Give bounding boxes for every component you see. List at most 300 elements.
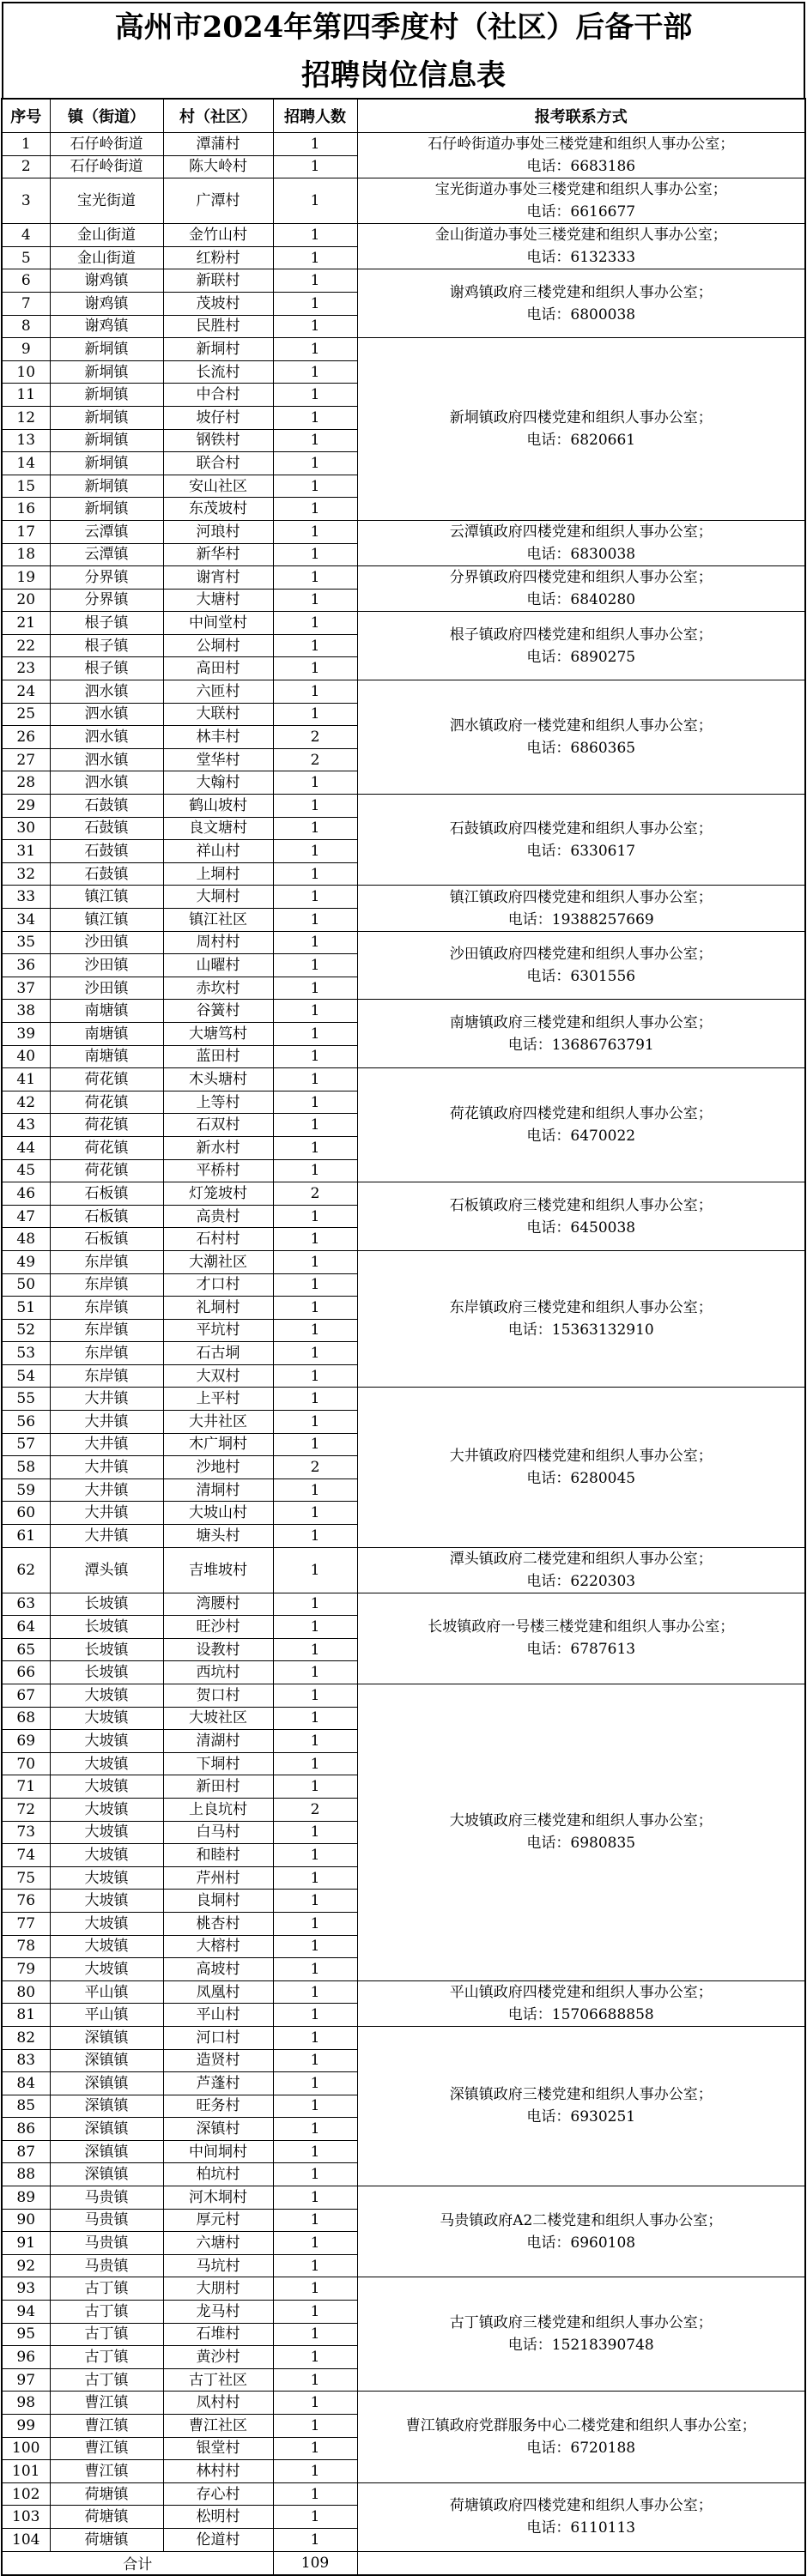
cell-town: 镇江镇 bbox=[50, 909, 163, 932]
cell-count: 1 bbox=[273, 1821, 357, 1844]
cell-no: 71 bbox=[2, 1775, 50, 1799]
cell-town: 新垌镇 bbox=[50, 498, 163, 521]
cell-no: 78 bbox=[2, 1935, 50, 1958]
cell-town: 石板镇 bbox=[50, 1228, 163, 1251]
contact-cell bbox=[357, 795, 805, 886]
cell-town: 石仔岭街道 bbox=[50, 155, 163, 178]
cell-town: 平山镇 bbox=[50, 2004, 163, 2027]
cell-town: 大坡镇 bbox=[50, 1821, 163, 1844]
cell-no: 97 bbox=[2, 2368, 50, 2392]
cell-no: 79 bbox=[2, 1958, 50, 1981]
cell-village: 堂华村 bbox=[163, 748, 273, 771]
cell-village: 西坑村 bbox=[163, 1661, 273, 1684]
contact-office: 南塘镇政府三楼党建和组织人事办公室； bbox=[449, 1013, 713, 1031]
cell-count: 1 bbox=[273, 1319, 357, 1342]
cell-town: 泗水镇 bbox=[50, 748, 163, 771]
cell-town: 曹江镇 bbox=[50, 2392, 163, 2415]
cell-village: 上垌村 bbox=[163, 862, 273, 886]
cell-count: 1 bbox=[273, 2140, 357, 2163]
cell-no: 24 bbox=[2, 680, 50, 704]
cell-no: 75 bbox=[2, 1866, 50, 1890]
cell-village: 林丰村 bbox=[163, 726, 273, 749]
cell-town: 荷花镇 bbox=[50, 1091, 163, 1114]
cell-village: 湾腰村 bbox=[163, 1593, 273, 1616]
cell-count: 1 bbox=[273, 566, 357, 590]
cell-no: 36 bbox=[2, 954, 50, 977]
cell-village: 大榕村 bbox=[163, 1935, 273, 1958]
cell-count: 1 bbox=[273, 1958, 357, 1981]
cell-count: 1 bbox=[273, 1525, 357, 1548]
cell-count: 1 bbox=[273, 1502, 357, 1525]
cell-town: 泗水镇 bbox=[50, 771, 163, 795]
cell-no: 83 bbox=[2, 2049, 50, 2072]
cell-no: 95 bbox=[2, 2323, 50, 2346]
cell-town: 石仔岭街道 bbox=[50, 133, 163, 156]
cell-no: 66 bbox=[2, 1661, 50, 1684]
cell-village: 高坡村 bbox=[163, 1958, 273, 1981]
cell-no: 60 bbox=[2, 1502, 50, 1525]
cell-town: 荷花镇 bbox=[50, 1114, 163, 1137]
contact-cell bbox=[357, 931, 805, 1000]
cell-town: 潭头镇 bbox=[50, 1547, 163, 1593]
cell-count: 1 bbox=[273, 384, 357, 407]
cell-no: 68 bbox=[2, 1707, 50, 1730]
header-no: 序号 bbox=[2, 99, 50, 133]
table-row bbox=[2, 269, 805, 293]
contact-office: 石鼓镇政府四楼党建和组织人事办公室； bbox=[449, 819, 713, 838]
cell-no: 8 bbox=[2, 315, 50, 338]
contact-phone: 电话：6787613 bbox=[526, 1641, 636, 1659]
cell-town: 沙田镇 bbox=[50, 931, 163, 954]
cell-town: 大坡镇 bbox=[50, 1798, 163, 1821]
cell-no: 5 bbox=[2, 246, 50, 269]
cell-village: 大垌村 bbox=[163, 886, 273, 909]
cell-no: 91 bbox=[2, 2232, 50, 2255]
cell-no: 35 bbox=[2, 931, 50, 954]
cell-village: 潭蒲村 bbox=[163, 133, 273, 156]
cell-town: 东岸镇 bbox=[50, 1273, 163, 1297]
cell-town: 东岸镇 bbox=[50, 1364, 163, 1388]
cell-town: 长坡镇 bbox=[50, 1593, 163, 1616]
cell-no: 33 bbox=[2, 886, 50, 909]
table-row bbox=[2, 612, 805, 635]
total-row bbox=[2, 2551, 805, 2575]
cell-count: 1 bbox=[273, 886, 357, 909]
cell-count: 1 bbox=[273, 475, 357, 498]
cell-count: 1 bbox=[273, 657, 357, 680]
contact-office: 石板镇政府三楼党建和组织人事办公室； bbox=[449, 1196, 713, 1214]
contact-office: 分界镇政府四楼党建和组织人事办公室； bbox=[449, 569, 713, 587]
cell-count: 1 bbox=[273, 2004, 357, 2027]
cell-village: 谷簧村 bbox=[163, 1000, 273, 1023]
cell-no: 50 bbox=[2, 1273, 50, 1297]
cell-village: 坡仔村 bbox=[163, 406, 273, 429]
cell-no: 76 bbox=[2, 1890, 50, 1913]
cell-count: 1 bbox=[273, 1045, 357, 1068]
contact-cell bbox=[357, 338, 805, 521]
cell-town: 平山镇 bbox=[50, 1980, 163, 2004]
cell-no: 101 bbox=[2, 2460, 50, 2483]
cell-town: 石鼓镇 bbox=[50, 840, 163, 863]
cell-count: 1 bbox=[273, 269, 357, 293]
cell-village: 桃杏村 bbox=[163, 1912, 273, 1935]
cell-count: 1 bbox=[273, 1616, 357, 1639]
cell-village: 林村村 bbox=[163, 2460, 273, 2483]
cell-village: 周村村 bbox=[163, 931, 273, 954]
cell-no: 47 bbox=[2, 1205, 50, 1228]
cell-no: 62 bbox=[2, 1547, 50, 1593]
cell-count: 1 bbox=[273, 1912, 357, 1935]
contact-phone: 电话：6450038 bbox=[526, 1218, 636, 1237]
cell-no: 99 bbox=[2, 2415, 50, 2438]
cell-town: 深镇镇 bbox=[50, 2095, 163, 2118]
contact-cell bbox=[357, 680, 805, 795]
contact-phone: 电话：15706688858 bbox=[507, 2005, 654, 2023]
cell-count: 1 bbox=[273, 1136, 357, 1159]
cell-town: 南塘镇 bbox=[50, 1045, 163, 1068]
cell-village: 河琅村 bbox=[163, 520, 273, 543]
cell-count: 1 bbox=[273, 680, 357, 704]
contact-phone: 电话：6301556 bbox=[526, 967, 636, 985]
cell-town: 新垌镇 bbox=[50, 384, 163, 407]
cell-town: 泗水镇 bbox=[50, 703, 163, 726]
cell-no: 87 bbox=[2, 2140, 50, 2163]
cell-no: 73 bbox=[2, 1821, 50, 1844]
cell-count: 1 bbox=[273, 1000, 357, 1023]
contact-office: 金山街道办事处三楼党建和组织人事办公室； bbox=[434, 227, 727, 245]
cell-count: 2 bbox=[273, 1182, 357, 1206]
cell-town: 新垌镇 bbox=[50, 338, 163, 361]
cell-village: 钢铁村 bbox=[163, 429, 273, 452]
cell-village: 良文塘村 bbox=[163, 817, 273, 840]
cell-village: 清湖村 bbox=[163, 1730, 273, 1753]
cell-town: 根子镇 bbox=[50, 612, 163, 635]
total-label: 合计 bbox=[2, 2551, 273, 2575]
contact-phone: 电话：15363132910 bbox=[507, 1321, 654, 1339]
cell-village: 芦蓬村 bbox=[163, 2072, 273, 2095]
cell-town: 古丁镇 bbox=[50, 2368, 163, 2392]
cell-no: 56 bbox=[2, 1411, 50, 1434]
cell-count: 1 bbox=[273, 429, 357, 452]
contact-office: 潭头镇政府二楼党建和组织人事办公室； bbox=[449, 1550, 713, 1568]
cell-town: 南塘镇 bbox=[50, 1022, 163, 1045]
cell-village: 礼垌村 bbox=[163, 1297, 273, 1320]
table-row bbox=[2, 795, 805, 818]
cell-count: 1 bbox=[273, 1342, 357, 1365]
cell-town: 古丁镇 bbox=[50, 2323, 163, 2346]
cell-town: 大井镇 bbox=[50, 1433, 163, 1456]
recruitment-table bbox=[1, 98, 806, 2576]
cell-count: 1 bbox=[273, 909, 357, 932]
cell-town: 石鼓镇 bbox=[50, 817, 163, 840]
cell-village: 平山村 bbox=[163, 2004, 273, 2027]
cell-count: 1 bbox=[273, 338, 357, 361]
cell-no: 22 bbox=[2, 634, 50, 657]
cell-town: 大坡镇 bbox=[50, 1935, 163, 1958]
cell-village: 石村村 bbox=[163, 1228, 273, 1251]
cell-village: 上平村 bbox=[163, 1388, 273, 1411]
cell-village: 吉堆坡村 bbox=[163, 1547, 273, 1593]
cell-count: 1 bbox=[273, 634, 357, 657]
cell-village: 金竹山村 bbox=[163, 224, 273, 247]
cell-town: 云潭镇 bbox=[50, 543, 163, 566]
cell-village: 曹江社区 bbox=[163, 2415, 273, 2438]
cell-village: 木头塘村 bbox=[163, 1068, 273, 1091]
header-town: 镇（街道） bbox=[50, 99, 163, 133]
cell-village: 柏坑村 bbox=[163, 2163, 273, 2186]
cell-no: 63 bbox=[2, 1593, 50, 1616]
cell-count: 1 bbox=[273, 1866, 357, 1890]
contact-cell bbox=[357, 2026, 805, 2186]
cell-village: 大塘村 bbox=[163, 589, 273, 612]
cell-no: 88 bbox=[2, 2163, 50, 2186]
contact-cell bbox=[357, 1684, 805, 1981]
contact-office: 荷花镇政府四楼党建和组织人事办公室； bbox=[449, 1105, 713, 1123]
contact-phone: 电话：6800038 bbox=[526, 305, 636, 324]
cell-village: 陈大岭村 bbox=[163, 155, 273, 178]
cell-count: 1 bbox=[273, 2118, 357, 2141]
cell-village: 古丁社区 bbox=[163, 2368, 273, 2392]
cell-no: 2 bbox=[2, 155, 50, 178]
cell-town: 金山街道 bbox=[50, 224, 163, 247]
cell-town: 谢鸡镇 bbox=[50, 315, 163, 338]
contact-phone: 电话：6132333 bbox=[526, 249, 636, 267]
cell-town: 深镇镇 bbox=[50, 2026, 163, 2049]
cell-no: 89 bbox=[2, 2186, 50, 2210]
contact-cell bbox=[357, 1593, 805, 1684]
cell-no: 58 bbox=[2, 1456, 50, 1479]
cell-count: 1 bbox=[273, 2163, 357, 2186]
cell-village: 大坡社区 bbox=[163, 1707, 273, 1730]
cell-village: 芹州村 bbox=[163, 1866, 273, 1890]
cell-town: 长坡镇 bbox=[50, 1638, 163, 1661]
cell-count: 1 bbox=[273, 224, 357, 247]
table-row bbox=[2, 1547, 805, 1593]
cell-village: 蓝田村 bbox=[163, 1045, 273, 1068]
cell-count: 1 bbox=[273, 1159, 357, 1182]
cell-village: 白马村 bbox=[163, 1821, 273, 1844]
cell-count: 1 bbox=[273, 155, 357, 178]
table-row bbox=[2, 2186, 805, 2210]
cell-village: 长流村 bbox=[163, 360, 273, 384]
cell-village: 良垌村 bbox=[163, 1890, 273, 1913]
cell-village: 和睦村 bbox=[163, 1844, 273, 1867]
cell-village: 银堂村 bbox=[163, 2437, 273, 2460]
cell-village: 新垌村 bbox=[163, 338, 273, 361]
contact-office: 宝光街道办事处三楼党建和组织人事办公室； bbox=[434, 181, 727, 199]
cell-no: 27 bbox=[2, 748, 50, 771]
cell-count: 1 bbox=[273, 1638, 357, 1661]
cell-no: 94 bbox=[2, 2301, 50, 2324]
contact-cell bbox=[357, 2392, 805, 2482]
cell-town: 大坡镇 bbox=[50, 1707, 163, 1730]
cell-town: 古丁镇 bbox=[50, 2277, 163, 2301]
cell-count: 1 bbox=[273, 1068, 357, 1091]
cell-count: 1 bbox=[273, 977, 357, 1000]
cell-town: 石板镇 bbox=[50, 1182, 163, 1206]
cell-town: 荷花镇 bbox=[50, 1136, 163, 1159]
cell-count: 1 bbox=[273, 1433, 357, 1456]
contact-office: 荷塘镇政府四楼党建和组织人事办公室； bbox=[449, 2497, 713, 2515]
contact-office: 大坡镇政府三楼党建和组织人事办公室； bbox=[449, 1812, 713, 1830]
cell-count: 1 bbox=[273, 2254, 357, 2277]
cell-town: 东岸镇 bbox=[50, 1342, 163, 1365]
table-row bbox=[2, 224, 805, 247]
cell-village: 六塘村 bbox=[163, 2232, 273, 2255]
cell-village: 镇江社区 bbox=[163, 909, 273, 932]
cell-town: 荷花镇 bbox=[50, 1068, 163, 1091]
contact-office: 长坡镇政府一号楼三楼党建和组织人事办公室； bbox=[428, 1618, 735, 1636]
cell-count: 1 bbox=[273, 1707, 357, 1730]
table-row bbox=[2, 2277, 805, 2301]
table-row bbox=[2, 2392, 805, 2415]
header-contact: 报考联系方式 bbox=[357, 99, 805, 133]
cell-count: 1 bbox=[273, 1478, 357, 1502]
cell-village: 平桥村 bbox=[163, 1159, 273, 1182]
cell-village: 造贤村 bbox=[163, 2049, 273, 2072]
cell-no: 14 bbox=[2, 452, 50, 475]
cell-town: 大井镇 bbox=[50, 1525, 163, 1548]
cell-no: 31 bbox=[2, 840, 50, 863]
contact-phone: 电话：6930251 bbox=[526, 2108, 636, 2126]
cell-village: 高田村 bbox=[163, 657, 273, 680]
table-row bbox=[2, 1000, 805, 1023]
contact-office: 曹江镇政府党群服务中心二楼党建和组织人事办公室； bbox=[405, 2417, 756, 2435]
cell-no: 49 bbox=[2, 1250, 50, 1273]
cell-no: 67 bbox=[2, 1684, 50, 1708]
cell-no: 72 bbox=[2, 1798, 50, 1821]
cell-no: 96 bbox=[2, 2346, 50, 2369]
cell-town: 云潭镇 bbox=[50, 520, 163, 543]
cell-town: 长坡镇 bbox=[50, 1616, 163, 1639]
cell-town: 根子镇 bbox=[50, 634, 163, 657]
cell-town: 沙田镇 bbox=[50, 977, 163, 1000]
cell-no: 103 bbox=[2, 2506, 50, 2529]
cell-count: 1 bbox=[273, 931, 357, 954]
cell-count: 1 bbox=[273, 2026, 357, 2049]
cell-no: 39 bbox=[2, 1022, 50, 1045]
cell-village: 上良坑村 bbox=[163, 1798, 273, 1821]
cell-town: 泗水镇 bbox=[50, 680, 163, 704]
cell-no: 93 bbox=[2, 2277, 50, 2301]
cell-town: 大坡镇 bbox=[50, 1684, 163, 1708]
cell-no: 13 bbox=[2, 429, 50, 452]
cell-town: 分界镇 bbox=[50, 589, 163, 612]
cell-village: 民胜村 bbox=[163, 315, 273, 338]
contact-office: 东岸镇政府三楼党建和组织人事办公室； bbox=[449, 1299, 713, 1317]
cell-no: 42 bbox=[2, 1091, 50, 1114]
cell-no: 61 bbox=[2, 1525, 50, 1548]
cell-town: 大井镇 bbox=[50, 1456, 163, 1479]
cell-no: 38 bbox=[2, 1000, 50, 1023]
cell-town: 马贵镇 bbox=[50, 2232, 163, 2255]
cell-no: 64 bbox=[2, 1616, 50, 1639]
cell-count: 1 bbox=[273, 2095, 357, 2118]
contact-cell bbox=[357, 1980, 805, 2026]
table-row bbox=[2, 2482, 805, 2506]
cell-town: 古丁镇 bbox=[50, 2301, 163, 2324]
cell-town: 新垌镇 bbox=[50, 429, 163, 452]
cell-no: 40 bbox=[2, 1045, 50, 1068]
cell-no: 23 bbox=[2, 657, 50, 680]
cell-town: 深镇镇 bbox=[50, 2118, 163, 2141]
cell-village: 公垌村 bbox=[163, 634, 273, 657]
contact-cell bbox=[357, 2186, 805, 2277]
cell-village: 红粉村 bbox=[163, 246, 273, 269]
cell-count: 1 bbox=[273, 2209, 357, 2232]
cell-town: 曹江镇 bbox=[50, 2460, 163, 2483]
cell-count: 1 bbox=[273, 2460, 357, 2483]
cell-count: 1 bbox=[273, 2232, 357, 2255]
cell-village: 安山社区 bbox=[163, 475, 273, 498]
cell-no: 70 bbox=[2, 1752, 50, 1775]
contact-phone: 电话：6860365 bbox=[526, 740, 636, 758]
table-row bbox=[2, 1250, 805, 1273]
cell-count: 1 bbox=[273, 589, 357, 612]
cell-no: 55 bbox=[2, 1388, 50, 1411]
cell-village: 新水村 bbox=[163, 1136, 273, 1159]
cell-count: 1 bbox=[273, 133, 357, 156]
cell-village: 广潭村 bbox=[163, 178, 273, 224]
contact-cell bbox=[357, 1547, 805, 1593]
cell-no: 80 bbox=[2, 1980, 50, 2004]
cell-village: 凤村村 bbox=[163, 2392, 273, 2415]
cell-count: 1 bbox=[273, 1775, 357, 1799]
contact-phone: 电话：13686763791 bbox=[507, 1036, 654, 1054]
cell-town: 长坡镇 bbox=[50, 1661, 163, 1684]
cell-town: 金山街道 bbox=[50, 246, 163, 269]
cell-town: 大井镇 bbox=[50, 1388, 163, 1411]
cell-count: 1 bbox=[273, 1844, 357, 1867]
cell-village: 大坡山村 bbox=[163, 1502, 273, 1525]
cell-town: 荷花镇 bbox=[50, 1159, 163, 1182]
cell-no: 65 bbox=[2, 1638, 50, 1661]
cell-no: 54 bbox=[2, 1364, 50, 1388]
cell-count: 1 bbox=[273, 2346, 357, 2369]
cell-village: 石古垌 bbox=[163, 1342, 273, 1365]
cell-count: 1 bbox=[273, 2301, 357, 2324]
contact-phone: 电话：6980835 bbox=[526, 1835, 636, 1853]
cell-village: 谢宵村 bbox=[163, 566, 273, 590]
cell-count: 1 bbox=[273, 2186, 357, 2210]
cell-village: 存心村 bbox=[163, 2482, 273, 2506]
table-row bbox=[2, 1388, 805, 1411]
cell-count: 1 bbox=[273, 1228, 357, 1251]
contact-phone: 电话：6110113 bbox=[526, 2519, 636, 2537]
contact-phone: 电话：6280045 bbox=[526, 1470, 636, 1488]
table-row bbox=[2, 1593, 805, 1616]
contact-phone: 电话：6840280 bbox=[526, 591, 636, 609]
table-row bbox=[2, 338, 805, 361]
cell-village: 新华村 bbox=[163, 543, 273, 566]
cell-count: 1 bbox=[273, 1980, 357, 2004]
cell-village: 灯笼坡村 bbox=[163, 1182, 273, 1206]
cell-no: 92 bbox=[2, 2254, 50, 2277]
contact-office: 石仔岭街道办事处三楼党建和组织人事办公室； bbox=[428, 136, 735, 154]
cell-no: 102 bbox=[2, 2482, 50, 2506]
cell-no: 26 bbox=[2, 726, 50, 749]
cell-town: 深镇镇 bbox=[50, 2140, 163, 2163]
cell-town: 深镇镇 bbox=[50, 2163, 163, 2186]
cell-no: 21 bbox=[2, 612, 50, 635]
cell-no: 20 bbox=[2, 589, 50, 612]
cell-town: 荷塘镇 bbox=[50, 2528, 163, 2551]
cell-no: 6 bbox=[2, 269, 50, 293]
cell-count: 1 bbox=[273, 2506, 357, 2529]
table-row bbox=[2, 566, 805, 590]
cell-village: 新田村 bbox=[163, 1775, 273, 1799]
contact-phone: 电话：15218390748 bbox=[507, 2337, 654, 2355]
